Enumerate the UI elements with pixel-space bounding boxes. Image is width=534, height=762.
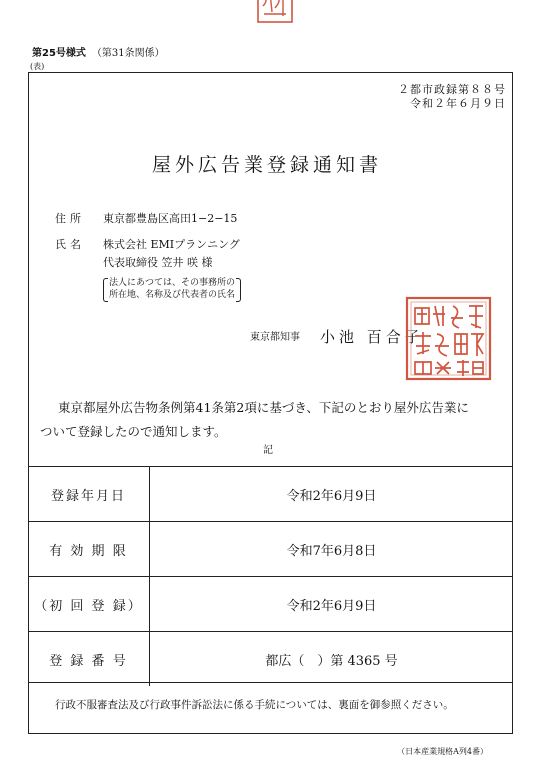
corporate-note-line1: 法人にあつては、その事務所の	[109, 278, 236, 288]
expiry-date-label: 有 効 期 限	[28, 522, 150, 577]
table-row	[28, 467, 513, 522]
front-side-label: (表)	[30, 62, 45, 71]
address-label: 住所	[55, 212, 85, 225]
article-reference: （第31条関係）	[91, 48, 165, 59]
representative-name: 代表取締役 笠井 咲 様	[103, 256, 213, 269]
name-label: 氏名	[55, 238, 85, 251]
notification-body	[40, 396, 498, 444]
document-date: 令和２年６月９日	[410, 97, 506, 110]
form-number-line	[32, 44, 165, 59]
ki-marker: 記	[263, 445, 273, 456]
registration-date-value: 令和2年6月9日	[150, 467, 514, 522]
governor-seal-stamp	[405, 296, 492, 381]
company-name: 株式会社 EMIプランニング	[103, 238, 240, 251]
initial-registration-value: 令和2年6月9日	[150, 577, 514, 632]
appeal-notice: 行政不服審査法及び行政事件訴訟法に係る手続については、裏面を御参照ください。	[55, 699, 454, 711]
table-row	[28, 632, 513, 687]
registration-date-label: 登録年月日	[28, 467, 150, 522]
issuer-name: 小池 百合子	[320, 328, 424, 346]
initial-registration-label: （初 回 登 録）	[28, 577, 150, 632]
body-line-1: 東京都屋外広告物条例第41条第2項に基づき、下記のとおり屋外広告業に	[58, 400, 469, 415]
top-seal-stamp	[255, 0, 295, 26]
expiry-date-value: 令和7年6月8日	[150, 522, 514, 577]
address-value: 東京都豊島区高田1−2−15	[103, 212, 238, 225]
form-number: 第25号様式	[32, 48, 86, 59]
document-number-block	[398, 83, 506, 111]
footer-divider	[28, 682, 513, 683]
corporate-note	[103, 277, 241, 301]
document-number: ２都市政録第８８号	[398, 83, 506, 96]
table-row	[28, 522, 513, 577]
body-line-2: ついて登録したので通知します。	[40, 424, 227, 439]
jis-paper-size: （日本産業規格A列4番）	[397, 747, 488, 756]
registration-details-table	[28, 466, 513, 686]
table-row	[28, 577, 513, 632]
issuer-title: 東京都知事	[250, 332, 300, 343]
corporate-note-line2: 所在地、名称及び代表者の氏名	[109, 290, 236, 300]
registration-number-label: 登 録 番 号	[28, 632, 150, 687]
registration-number-value: 都広（ ）第 4365 号	[150, 632, 514, 687]
document-title: 屋外広告業登録通知書	[151, 154, 382, 176]
